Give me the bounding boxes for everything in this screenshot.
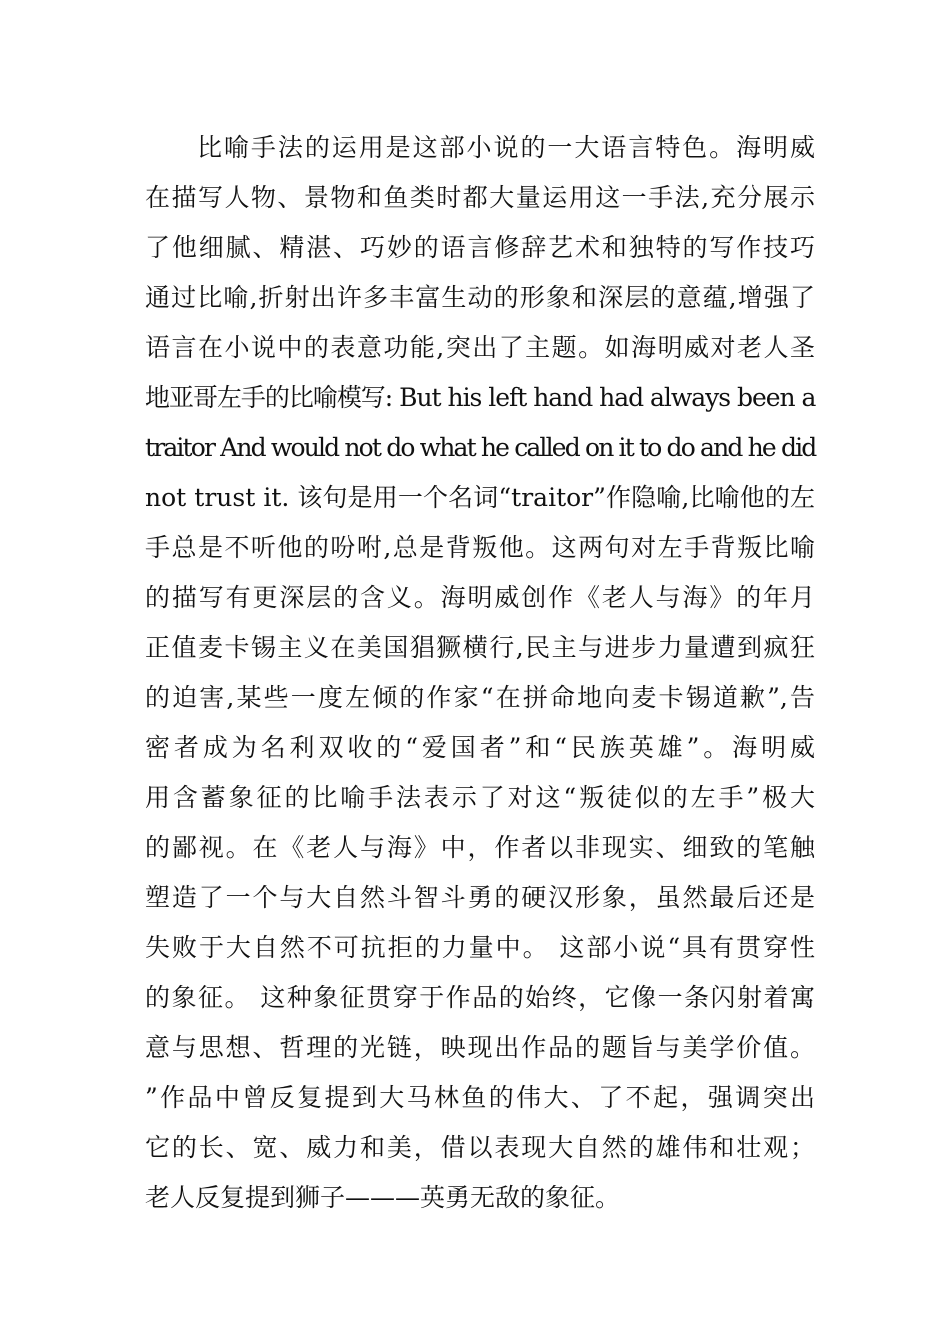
text-line: 地亚哥左手的比喻模写: But his left hand had always been a <box>145 383 816 412</box>
text-line: 的迫害,某些一度左倾的作家“在拼命地向麦卡锡道歉”,告 <box>145 683 815 712</box>
text-line: 密者成为名利双收的“爱国者”和“民族英雄”。海明威 <box>145 733 815 762</box>
text-line: 语言在小说中的表意功能,突出了主题。如海明威对老人圣 <box>145 333 815 362</box>
text-line: 的描写有更深层的含义。海明威创作《老人与海》的年月 <box>145 583 815 612</box>
text-line: 老人反复提到狮子———英勇无敌的象征。 <box>145 1183 621 1212</box>
text-line: 用含蓄象征的比喻手法表示了对这“叛徒似的左手”极大 <box>145 783 815 812</box>
text-line: 塑造了一个与大自然斗智斗勇的硬汉形象，虽然最后还是 <box>145 883 815 912</box>
text-line: 手总是不听他的吩咐,总是背叛他。这两句对左手背叛比喻 <box>145 533 815 562</box>
text-line: 正值麦卡锡主义在美国猖獗横行,民主与进步力量遭到疯狂 <box>145 633 815 662</box>
text-line: not trust it. 该句是用一个名词“traitor”作隐喻,比喻他的左 <box>145 483 815 512</box>
text-line: 的象征。 这种象征贯穿于作品的始终，它像一条闪射着寓 <box>145 983 815 1012</box>
text-line: traitor And would not do what he called on it to do and he did <box>145 433 816 462</box>
text-line: 失败于大自然不可抗拒的力量中。 这部小说“具有贯穿性 <box>145 933 815 962</box>
body-paragraph <box>145 123 815 1223</box>
text-line: 比喻手法的运用是这部小说的一大语言特色。海明威 <box>197 133 815 162</box>
text-line: 意与思想、哲理的光链，映现出作品的题旨与美学价值。 <box>145 1033 815 1062</box>
text-line: 通过比喻,折射出许多丰富生动的形象和深层的意蕴,增强了 <box>145 283 815 312</box>
text-line: 它的长、宽、威力和美，借以表现大自然的雄伟和壮观； <box>145 1133 815 1162</box>
text-line: ”作品中曾反复提到大马林鱼的伟大、了不起，强调突出 <box>145 1083 815 1112</box>
text-line: 在描写人物、景物和鱼类时都大量运用这一手法,充分展示 <box>145 183 815 212</box>
text-line: 的鄙视。在《老人与海》中，作者以非现实、细致的笔触 <box>145 833 815 862</box>
text-line: 了他细腻、精湛、巧妙的语言修辞艺术和独特的写作技巧 <box>145 233 815 262</box>
